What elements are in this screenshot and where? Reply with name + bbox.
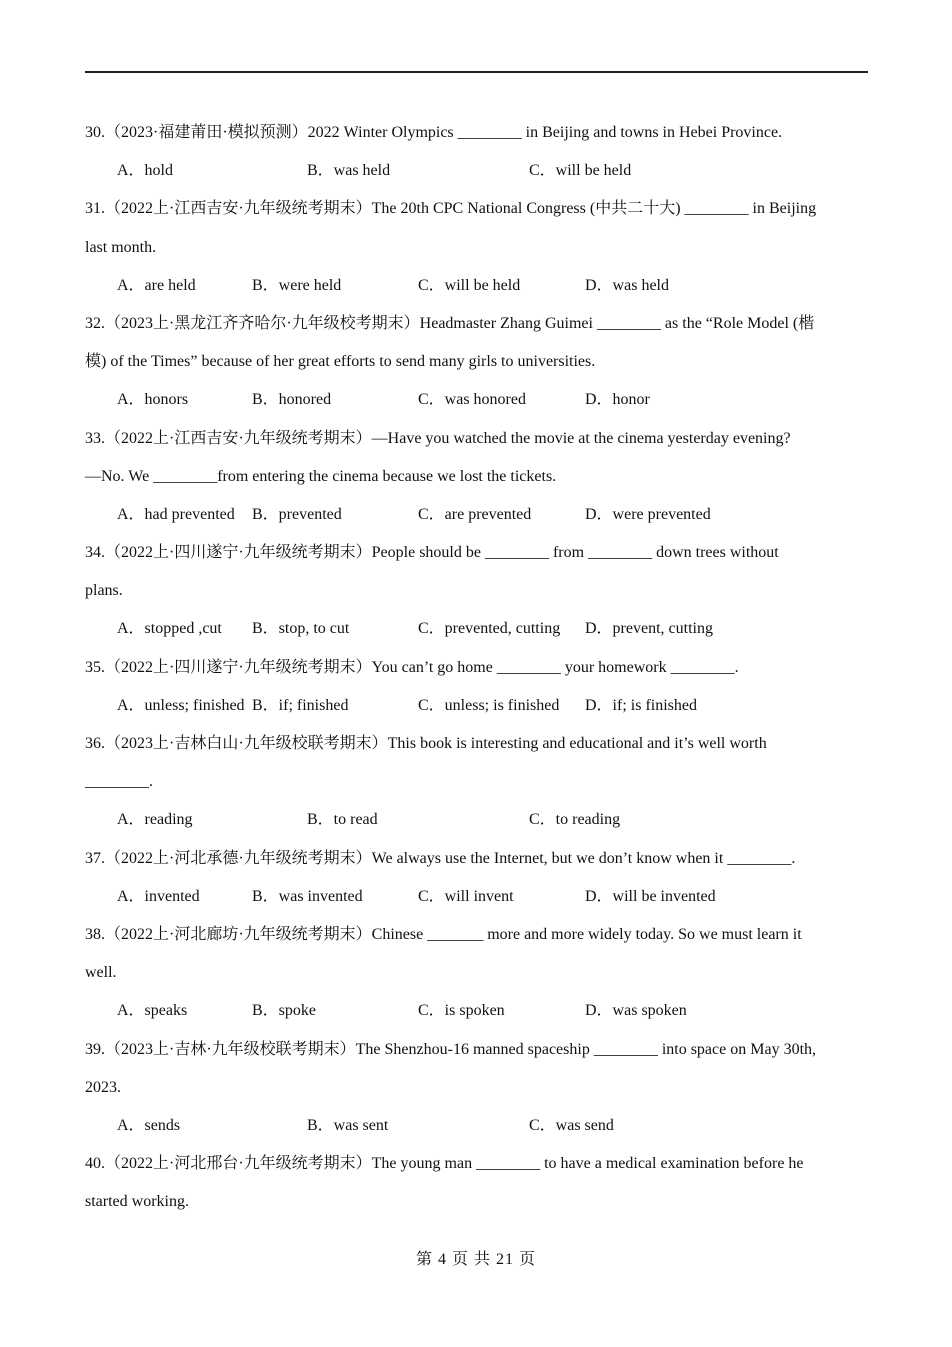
answer-option: B．was held bbox=[307, 162, 391, 180]
answer-option: A．hold bbox=[117, 162, 174, 180]
question-stem-line: 37.（2022上·河北承德·九年级统考期末）We always use the Internet, but we don’t know when it ________. bbox=[85, 849, 796, 867]
question-stem-line: 35.（2022上·四川遂宁·九年级统考期末）You can’t go home ________ your homework ________. bbox=[85, 658, 739, 676]
answer-options bbox=[85, 878, 875, 916]
answer-option: D．was spoken bbox=[585, 1002, 687, 1020]
question-stem-line: 32.（2023上·黑龙江齐齐哈尔·九年级校考期末）Headmaster Zhang Guimei ________ as the “Role Model (楷 bbox=[85, 314, 815, 332]
answer-option: D．were prevented bbox=[585, 505, 711, 523]
question-stem-line: 33.（2022上·江西吉安·九年级统考期末）—Have you watched the movie at the cinema yesterday evening? bbox=[85, 429, 791, 447]
question bbox=[85, 916, 875, 1031]
answer-option: D．will be invented bbox=[585, 887, 716, 905]
header-rule bbox=[85, 71, 868, 73]
question-stem-line: ________. bbox=[85, 773, 153, 791]
answer-option: D．honor bbox=[585, 391, 650, 409]
answer-option: C．unless; is finished bbox=[418, 696, 560, 714]
answer-options bbox=[85, 1107, 875, 1145]
question bbox=[85, 420, 875, 535]
answer-option: C．to reading bbox=[529, 811, 621, 829]
answer-option: A．speaks bbox=[117, 1002, 188, 1020]
question-stem-line: 38.（2022上·河北廊坊·九年级统考期末）Chinese _______ more and more widely today. So we must learn it bbox=[85, 925, 802, 943]
question-stem-line: 34.（2022上·四川遂宁·九年级统考期末）People should be ________ from ________ down trees without bbox=[85, 544, 779, 562]
question-stem-line: well. bbox=[85, 964, 117, 982]
answer-option: C．was honored bbox=[418, 391, 526, 409]
page-footer: 第 4 页 共 21 页 bbox=[415, 1251, 536, 1268]
question bbox=[85, 840, 875, 916]
answer-option: D．if; is finished bbox=[585, 696, 697, 714]
question-stem-line: 2023. bbox=[85, 1078, 121, 1096]
answer-option: B．to read bbox=[307, 811, 378, 829]
question-stem-line: 30.（2023·福建莆田·模拟预测）2022 Winter Olympics ________ in Beijing and towns in Hebei Province. bbox=[85, 124, 783, 141]
answer-options bbox=[85, 992, 875, 1030]
answer-option: B．honored bbox=[252, 391, 332, 409]
answer-option: A．stopped ,cut bbox=[117, 620, 222, 638]
answer-option: A．reading bbox=[117, 811, 193, 829]
question-stem-line: 39.（2023上·吉林·九年级校联考期末）The Shenzhou-16 manned spaceship ________ into space on May 30th, bbox=[85, 1040, 817, 1058]
answer-options bbox=[85, 496, 875, 534]
question-stem-line: 模) of the Times” because of her great efforts to send many girls to universities. bbox=[85, 353, 596, 371]
answer-option: A．honors bbox=[117, 391, 189, 409]
answer-option: C．will be held bbox=[529, 162, 632, 180]
answer-option: B．were held bbox=[252, 276, 342, 294]
answer-options bbox=[85, 687, 875, 725]
answer-option: B．was invented bbox=[252, 887, 363, 905]
answer-option: C．are prevented bbox=[418, 505, 532, 523]
question bbox=[85, 114, 875, 190]
answer-option: A．invented bbox=[117, 887, 200, 905]
answer-options bbox=[85, 152, 875, 190]
answer-option: A．sends bbox=[117, 1116, 181, 1134]
answer-option: A．unless; finished bbox=[117, 696, 245, 714]
answer-option: B．stop, to cut bbox=[252, 620, 350, 638]
question-stem-line: plans. bbox=[85, 582, 123, 600]
question bbox=[85, 649, 875, 725]
question bbox=[85, 725, 875, 840]
answer-options bbox=[85, 267, 875, 305]
question bbox=[85, 534, 875, 649]
question bbox=[85, 190, 875, 305]
answer-option: A．had prevented bbox=[117, 505, 235, 523]
answer-option: C．was send bbox=[529, 1116, 614, 1134]
answer-option: B．if; finished bbox=[252, 696, 349, 714]
question-stem-line: started working. bbox=[85, 1193, 189, 1211]
answer-options bbox=[85, 801, 875, 839]
answer-option: C．will invent bbox=[418, 887, 514, 905]
answer-options bbox=[85, 381, 875, 419]
question-stem-line: 40.（2022上·河北邢台·九年级统考期末）The young man ________ to have a medical examination before he bbox=[85, 1155, 804, 1173]
answer-option: C．is spoken bbox=[418, 1002, 505, 1020]
answer-option: D．prevent, cutting bbox=[585, 620, 713, 638]
question-stem-line: last month. bbox=[85, 238, 157, 256]
question bbox=[85, 1031, 875, 1146]
question-stem-line: 31.（2022上·江西吉安·九年级统考期末）The 20th CPC National Congress (中共二十大) ________ in Beijing bbox=[85, 200, 817, 218]
answer-option: C．prevented, cutting bbox=[418, 620, 561, 638]
answer-options bbox=[85, 610, 875, 648]
question bbox=[85, 1145, 875, 1221]
answer-option: A．are held bbox=[117, 276, 196, 294]
question-list bbox=[85, 114, 875, 1221]
answer-option: B．prevented bbox=[252, 505, 342, 523]
question bbox=[85, 305, 875, 420]
answer-option: B．spoke bbox=[252, 1002, 317, 1020]
question-stem-line: —No. We ________from entering the cinema because we lost the tickets. bbox=[85, 467, 557, 485]
answer-option: D．was held bbox=[585, 276, 669, 294]
answer-option: C．will be held bbox=[418, 276, 521, 294]
question-stem-line: 36.（2023上·吉林白山·九年级校联考期末）This book is interesting and educational and it’s well worth bbox=[85, 735, 767, 752]
answer-option: B．was sent bbox=[307, 1116, 389, 1134]
